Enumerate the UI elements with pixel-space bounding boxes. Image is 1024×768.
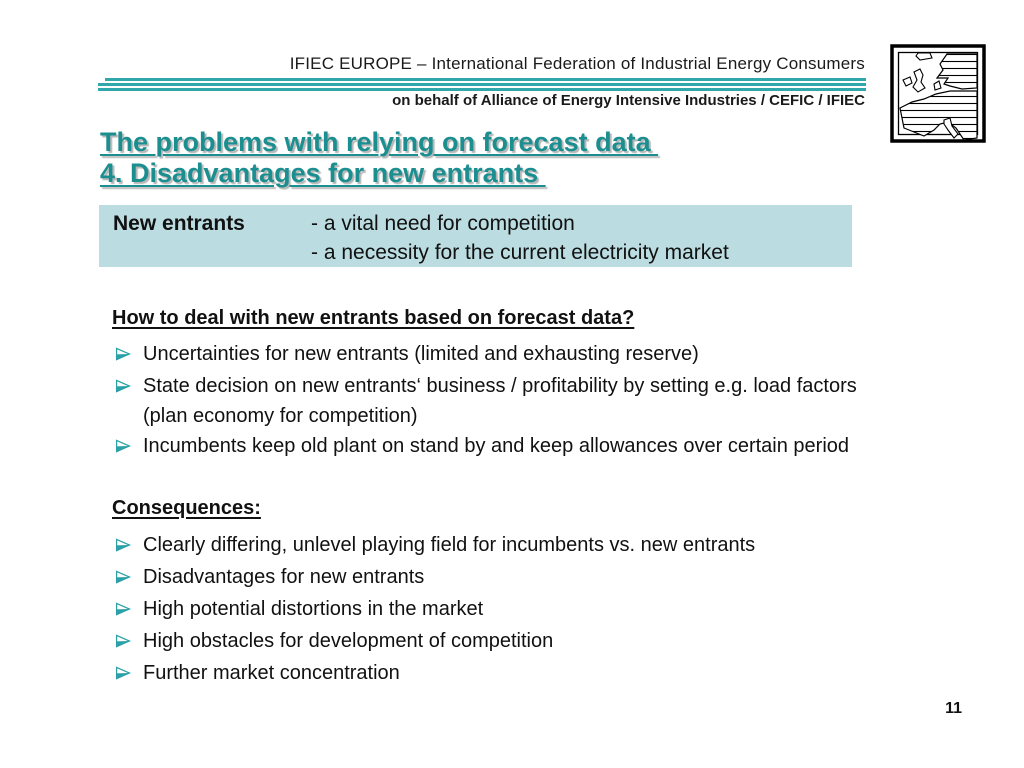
bullet-item	[112, 339, 1012, 369]
header-divider-rules	[98, 78, 866, 93]
arrow-bullet-icon	[112, 339, 143, 369]
arrow-bullet-icon	[112, 594, 143, 624]
highlight-box-label: New entrants	[113, 212, 245, 235]
bullet-text: High obstacles for development of competition	[143, 630, 554, 652]
bullet-item	[112, 371, 1012, 401]
europe-map-logo-icon	[890, 44, 986, 143]
slide-title-line1: The problems with relying on forecast data	[100, 127, 659, 158]
page-number: 11	[945, 700, 962, 717]
divider-rule	[105, 78, 866, 81]
highlight-point: - a vital need for competition	[311, 212, 575, 235]
divider-rule	[98, 83, 866, 86]
divider-rule	[98, 88, 866, 91]
slide-body	[112, 303, 1012, 690]
section1-heading	[112, 303, 1012, 333]
section2-heading	[112, 493, 1012, 523]
bullet-text: Further market concentration	[143, 662, 400, 684]
arrow-bullet-icon	[112, 658, 143, 688]
bullet-text: Uncertainties for new entrants (limited and exhausting reserve)	[143, 343, 699, 365]
arrow-bullet-icon	[112, 530, 143, 560]
bullet-text: (plan economy for competition)	[143, 405, 418, 427]
highlight-box	[99, 205, 852, 267]
section1-heading-text: How to deal with new entrants based on forecast data?	[112, 307, 635, 329]
bullet-item	[112, 562, 1012, 592]
section2-heading-text: Consequences:	[112, 497, 261, 519]
slide-title-line2: 4. Disadvantages for new entrants	[100, 158, 546, 189]
bullet-text: High potential distortions in the market	[143, 598, 484, 620]
bullet-item	[112, 658, 1012, 688]
header-org-title: IFIEC EUROPE – International Federation of Industrial Energy Consumers	[289, 54, 865, 73]
bullet-item	[112, 530, 1012, 560]
arrow-bullet-icon	[112, 626, 143, 656]
bullet-item	[112, 594, 1012, 624]
header-subtitle: on behalf of Alliance of Energy Intensive Industries / CEFIC / IFIEC	[392, 92, 865, 109]
bullet-text: Clearly differing, unlevel playing field for incumbents vs. new entrants	[143, 534, 756, 556]
highlight-box-points	[311, 209, 729, 267]
arrow-bullet-icon	[112, 371, 143, 401]
arrow-bullet-icon	[112, 562, 143, 592]
bullet-text: Disadvantages for new entrants	[143, 566, 425, 588]
bullet-item-continuation	[112, 401, 1012, 431]
bullet-spacer	[112, 401, 143, 431]
bullet-text: State decision on new entrants‘ business / profitability by setting e.g. load factors	[143, 375, 857, 397]
bullet-item	[112, 626, 1012, 656]
arrow-bullet-icon	[112, 431, 143, 461]
bullet-text: Incumbents keep old plant on stand by and keep allowances over certain period	[143, 435, 850, 457]
highlight-point: - a necessity for the current electricity market	[311, 241, 729, 264]
bullet-item	[112, 431, 1012, 461]
slide-title	[100, 127, 658, 189]
